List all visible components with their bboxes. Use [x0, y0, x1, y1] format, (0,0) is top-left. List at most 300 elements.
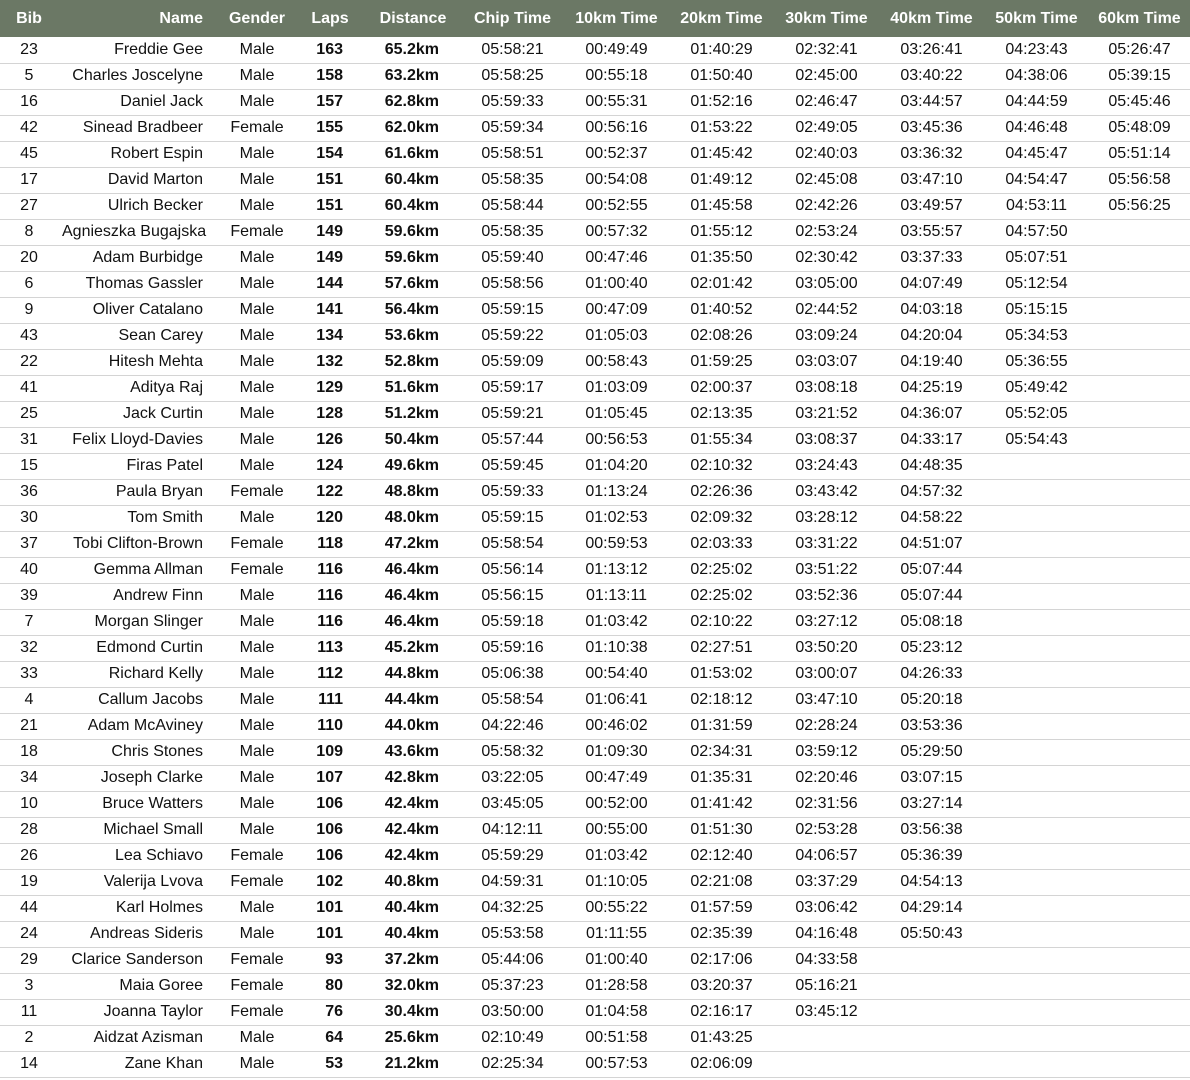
cell-gender: Male — [219, 791, 295, 817]
cell-chip-time: 05:59:21 — [461, 401, 564, 427]
cell-10km-time: 01:13:11 — [564, 583, 669, 609]
cell-name: Oliver Catalano — [58, 297, 219, 323]
cell-name: Morgan Slinger — [58, 609, 219, 635]
cell-30km-time: 02:53:24 — [774, 219, 879, 245]
cell-name: Aditya Raj — [58, 375, 219, 401]
cell-20km-time: 02:16:17 — [669, 999, 774, 1025]
cell-bib: 7 — [0, 609, 58, 635]
cell-bib: 6 — [0, 271, 58, 297]
cell-20km-time: 01:55:12 — [669, 219, 774, 245]
cell-30km-time: 04:16:48 — [774, 921, 879, 947]
table-row[interactable] — [0, 375, 1190, 401]
table-row[interactable] — [0, 323, 1190, 349]
cell-50km-time — [984, 557, 1089, 583]
cell-chip-time: 05:59:45 — [461, 453, 564, 479]
cell-30km-time — [774, 1025, 879, 1051]
cell-laps: 155 — [295, 115, 365, 141]
cell-20km-time: 02:17:06 — [669, 947, 774, 973]
table-body — [0, 37, 1190, 1077]
cell-40km-time: 04:20:04 — [879, 323, 984, 349]
table-row[interactable] — [0, 583, 1190, 609]
cell-laps: 111 — [295, 687, 365, 713]
cell-gender: Male — [219, 167, 295, 193]
cell-30km-time: 03:08:18 — [774, 375, 879, 401]
header-30km-time[interactable]: 30km Time — [774, 0, 879, 37]
cell-name: Zane Khan — [58, 1051, 219, 1077]
cell-distance: 46.4km — [365, 583, 461, 609]
cell-40km-time: 05:07:44 — [879, 557, 984, 583]
cell-chip-time: 05:59:15 — [461, 505, 564, 531]
cell-10km-time: 00:58:43 — [564, 349, 669, 375]
cell-bib: 22 — [0, 349, 58, 375]
cell-60km-time — [1089, 557, 1190, 583]
cell-30km-time: 03:59:12 — [774, 739, 879, 765]
table-row[interactable] — [0, 739, 1190, 765]
table-row[interactable] — [0, 1025, 1190, 1051]
cell-chip-time: 05:58:35 — [461, 219, 564, 245]
table-header — [0, 0, 1190, 37]
cell-60km-time — [1089, 687, 1190, 713]
cell-distance: 25.6km — [365, 1025, 461, 1051]
cell-20km-time: 02:03:33 — [669, 531, 774, 557]
cell-30km-time: 03:05:00 — [774, 271, 879, 297]
cell-60km-time — [1089, 297, 1190, 323]
cell-30km-time: 03:00:07 — [774, 661, 879, 687]
cell-chip-time: 02:25:34 — [461, 1051, 564, 1077]
cell-bib: 32 — [0, 635, 58, 661]
cell-60km-time — [1089, 1051, 1190, 1077]
cell-chip-time: 04:12:11 — [461, 817, 564, 843]
table-row[interactable] — [0, 1051, 1190, 1077]
cell-10km-time: 01:03:42 — [564, 843, 669, 869]
table-row[interactable] — [0, 999, 1190, 1025]
cell-60km-time: 05:56:25 — [1089, 193, 1190, 219]
cell-gender: Male — [219, 141, 295, 167]
cell-laps: 101 — [295, 921, 365, 947]
cell-10km-time: 00:46:02 — [564, 713, 669, 739]
cell-name: Tom Smith — [58, 505, 219, 531]
cell-50km-time: 05:36:55 — [984, 349, 1089, 375]
table-row[interactable] — [0, 895, 1190, 921]
cell-name: Andrew Finn — [58, 583, 219, 609]
cell-distance: 30.4km — [365, 999, 461, 1025]
cell-chip-time: 03:45:05 — [461, 791, 564, 817]
cell-10km-time: 01:13:24 — [564, 479, 669, 505]
cell-name: Agnieszka Bugajska — [58, 219, 219, 245]
header-40km-time[interactable]: 40km Time — [879, 0, 984, 37]
cell-20km-time: 01:41:42 — [669, 791, 774, 817]
cell-60km-time — [1089, 791, 1190, 817]
table-row[interactable] — [0, 89, 1190, 115]
cell-name: Joanna Taylor — [58, 999, 219, 1025]
cell-laps: 107 — [295, 765, 365, 791]
cell-60km-time: 05:45:46 — [1089, 89, 1190, 115]
cell-gender: Male — [219, 609, 295, 635]
cell-10km-time: 01:04:58 — [564, 999, 669, 1025]
cell-50km-time: 04:53:11 — [984, 193, 1089, 219]
cell-laps: 157 — [295, 89, 365, 115]
cell-40km-time — [879, 1025, 984, 1051]
cell-10km-time: 00:54:08 — [564, 167, 669, 193]
cell-chip-time: 04:59:31 — [461, 869, 564, 895]
table-row[interactable] — [0, 167, 1190, 193]
cell-chip-time: 05:37:23 — [461, 973, 564, 999]
cell-30km-time: 02:45:00 — [774, 63, 879, 89]
cell-10km-time: 01:10:05 — [564, 869, 669, 895]
cell-gender: Male — [219, 375, 295, 401]
cell-name: Gemma Allman — [58, 557, 219, 583]
cell-laps: 149 — [295, 245, 365, 271]
cell-bib: 36 — [0, 479, 58, 505]
header-60km-time[interactable]: 60km Time — [1089, 0, 1190, 37]
cell-distance: 21.2km — [365, 1051, 461, 1077]
cell-bib: 33 — [0, 661, 58, 687]
cell-60km-time — [1089, 479, 1190, 505]
cell-gender: Female — [219, 947, 295, 973]
table-row[interactable] — [0, 479, 1190, 505]
cell-name: Sinead Bradbeer — [58, 115, 219, 141]
cell-30km-time: 02:53:28 — [774, 817, 879, 843]
cell-30km-time: 03:06:42 — [774, 895, 879, 921]
cell-40km-time: 04:58:22 — [879, 505, 984, 531]
cell-30km-time: 03:24:43 — [774, 453, 879, 479]
cell-bib: 11 — [0, 999, 58, 1025]
cell-name: Jack Curtin — [58, 401, 219, 427]
cell-20km-time: 01:51:30 — [669, 817, 774, 843]
cell-distance: 49.6km — [365, 453, 461, 479]
cell-laps: 113 — [295, 635, 365, 661]
cell-distance: 40.4km — [365, 895, 461, 921]
cell-distance: 40.8km — [365, 869, 461, 895]
header-10km-time[interactable]: 10km Time — [564, 0, 669, 37]
cell-20km-time: 02:25:02 — [669, 557, 774, 583]
cell-chip-time: 05:58:54 — [461, 531, 564, 557]
cell-name: Richard Kelly — [58, 661, 219, 687]
cell-10km-time: 01:00:40 — [564, 947, 669, 973]
cell-40km-time: 03:37:33 — [879, 245, 984, 271]
cell-40km-time — [879, 947, 984, 973]
cell-name: David Marton — [58, 167, 219, 193]
table-row[interactable] — [0, 193, 1190, 219]
cell-30km-time: 04:06:57 — [774, 843, 879, 869]
cell-chip-time: 04:22:46 — [461, 713, 564, 739]
cell-bib: 30 — [0, 505, 58, 531]
cell-distance: 42.4km — [365, 817, 461, 843]
table-row[interactable] — [0, 505, 1190, 531]
cell-50km-time — [984, 765, 1089, 791]
cell-40km-time: 04:07:49 — [879, 271, 984, 297]
cell-gender: Male — [219, 349, 295, 375]
cell-50km-time: 05:34:53 — [984, 323, 1089, 349]
cell-name: Lea Schiavo — [58, 843, 219, 869]
cell-30km-time: 03:28:12 — [774, 505, 879, 531]
cell-chip-time: 05:59:17 — [461, 375, 564, 401]
cell-bib: 9 — [0, 297, 58, 323]
cell-20km-time: 01:45:42 — [669, 141, 774, 167]
cell-30km-time: 02:31:56 — [774, 791, 879, 817]
cell-50km-time — [984, 843, 1089, 869]
cell-gender: Male — [219, 895, 295, 921]
cell-60km-time — [1089, 245, 1190, 271]
table-row[interactable] — [0, 817, 1190, 843]
cell-chip-time: 05:57:44 — [461, 427, 564, 453]
cell-name: Charles Joscelyne — [58, 63, 219, 89]
cell-bib: 41 — [0, 375, 58, 401]
table-row[interactable] — [0, 687, 1190, 713]
cell-laps: 154 — [295, 141, 365, 167]
cell-gender: Male — [219, 661, 295, 687]
cell-30km-time: 03:52:36 — [774, 583, 879, 609]
cell-laps: 93 — [295, 947, 365, 973]
cell-distance: 56.4km — [365, 297, 461, 323]
table-row[interactable] — [0, 401, 1190, 427]
table-row[interactable] — [0, 245, 1190, 271]
cell-50km-time: 04:44:59 — [984, 89, 1089, 115]
cell-laps: 118 — [295, 531, 365, 557]
cell-50km-time — [984, 453, 1089, 479]
table-row[interactable] — [0, 297, 1190, 323]
cell-40km-time: 04:25:19 — [879, 375, 984, 401]
cell-gender: Male — [219, 583, 295, 609]
table-row[interactable] — [0, 115, 1190, 141]
cell-40km-time: 04:51:07 — [879, 531, 984, 557]
cell-60km-time — [1089, 349, 1190, 375]
cell-distance: 59.6km — [365, 245, 461, 271]
cell-gender: Female — [219, 973, 295, 999]
cell-gender: Male — [219, 427, 295, 453]
cell-60km-time — [1089, 531, 1190, 557]
table-row[interactable] — [0, 843, 1190, 869]
cell-40km-time: 03:40:22 — [879, 63, 984, 89]
cell-30km-time: 02:42:26 — [774, 193, 879, 219]
table-row[interactable] — [0, 63, 1190, 89]
cell-bib: 19 — [0, 869, 58, 895]
cell-20km-time: 02:25:02 — [669, 583, 774, 609]
cell-gender: Male — [219, 89, 295, 115]
cell-10km-time: 01:00:40 — [564, 271, 669, 297]
header-bib[interactable]: Bib — [0, 0, 58, 37]
cell-bib: 45 — [0, 141, 58, 167]
cell-30km-time — [774, 1051, 879, 1077]
cell-40km-time: 05:29:50 — [879, 739, 984, 765]
cell-distance: 51.6km — [365, 375, 461, 401]
cell-name: Adam McAviney — [58, 713, 219, 739]
cell-20km-time: 02:10:32 — [669, 453, 774, 479]
table-row[interactable] — [0, 37, 1190, 63]
cell-20km-time: 01:59:25 — [669, 349, 774, 375]
cell-50km-time: 05:54:43 — [984, 427, 1089, 453]
cell-10km-time: 01:06:41 — [564, 687, 669, 713]
cell-bib: 31 — [0, 427, 58, 453]
cell-distance: 43.6km — [365, 739, 461, 765]
cell-chip-time: 05:56:14 — [461, 557, 564, 583]
header-distance[interactable]: Distance — [365, 0, 461, 37]
cell-40km-time — [879, 973, 984, 999]
cell-20km-time: 01:53:02 — [669, 661, 774, 687]
cell-gender: Male — [219, 193, 295, 219]
table-row[interactable] — [0, 869, 1190, 895]
cell-10km-time: 00:52:37 — [564, 141, 669, 167]
cell-30km-time: 03:03:07 — [774, 349, 879, 375]
table-row[interactable] — [0, 609, 1190, 635]
cell-chip-time: 05:59:33 — [461, 89, 564, 115]
cell-40km-time: 04:29:14 — [879, 895, 984, 921]
table-row[interactable] — [0, 349, 1190, 375]
cell-10km-time: 00:57:53 — [564, 1051, 669, 1077]
cell-50km-time: 05:15:15 — [984, 297, 1089, 323]
cell-30km-time: 03:45:12 — [774, 999, 879, 1025]
cell-50km-time: 04:23:43 — [984, 37, 1089, 63]
cell-60km-time: 05:48:09 — [1089, 115, 1190, 141]
cell-chip-time: 03:22:05 — [461, 765, 564, 791]
cell-name: Freddie Gee — [58, 37, 219, 63]
cell-20km-time: 01:49:12 — [669, 167, 774, 193]
cell-laps: 129 — [295, 375, 365, 401]
cell-40km-time: 05:36:39 — [879, 843, 984, 869]
cell-10km-time: 01:05:45 — [564, 401, 669, 427]
cell-20km-time: 03:20:37 — [669, 973, 774, 999]
cell-20km-time: 01:50:40 — [669, 63, 774, 89]
header-50km-time[interactable]: 50km Time — [984, 0, 1089, 37]
cell-name: Daniel Jack — [58, 89, 219, 115]
cell-40km-time: 04:33:17 — [879, 427, 984, 453]
cell-bib: 23 — [0, 37, 58, 63]
cell-60km-time — [1089, 869, 1190, 895]
table-row[interactable] — [0, 635, 1190, 661]
cell-bib: 16 — [0, 89, 58, 115]
cell-name: Aidzat Azisman — [58, 1025, 219, 1051]
cell-laps: 151 — [295, 167, 365, 193]
cell-chip-time: 05:59:34 — [461, 115, 564, 141]
cell-40km-time: 03:47:10 — [879, 167, 984, 193]
table-row[interactable] — [0, 921, 1190, 947]
cell-30km-time: 02:44:52 — [774, 297, 879, 323]
cell-gender: Female — [219, 843, 295, 869]
cell-bib: 21 — [0, 713, 58, 739]
cell-30km-time: 03:08:37 — [774, 427, 879, 453]
table-row[interactable] — [0, 947, 1190, 973]
cell-40km-time: 03:26:41 — [879, 37, 984, 63]
table-row[interactable] — [0, 791, 1190, 817]
table-row[interactable] — [0, 713, 1190, 739]
cell-50km-time — [984, 687, 1089, 713]
cell-name: Firas Patel — [58, 453, 219, 479]
cell-name: Karl Holmes — [58, 895, 219, 921]
cell-gender: Male — [219, 817, 295, 843]
cell-60km-time — [1089, 765, 1190, 791]
cell-40km-time: 03:27:14 — [879, 791, 984, 817]
cell-60km-time: 05:26:47 — [1089, 37, 1190, 63]
cell-50km-time — [984, 921, 1089, 947]
table-row[interactable] — [0, 557, 1190, 583]
cell-laps: 106 — [295, 791, 365, 817]
cell-name: Paula Bryan — [58, 479, 219, 505]
cell-name: Bruce Watters — [58, 791, 219, 817]
cell-chip-time: 05:58:56 — [461, 271, 564, 297]
cell-50km-time — [984, 635, 1089, 661]
cell-50km-time: 04:54:47 — [984, 167, 1089, 193]
table-row[interactable] — [0, 271, 1190, 297]
header-name[interactable]: Name — [58, 0, 219, 37]
cell-60km-time — [1089, 843, 1190, 869]
cell-50km-time — [984, 973, 1089, 999]
cell-30km-time: 02:30:42 — [774, 245, 879, 271]
cell-laps: 76 — [295, 999, 365, 1025]
table-row[interactable] — [0, 427, 1190, 453]
cell-10km-time: 00:47:09 — [564, 297, 669, 323]
cell-40km-time: 03:07:15 — [879, 765, 984, 791]
cell-laps: 102 — [295, 869, 365, 895]
cell-chip-time: 02:10:49 — [461, 1025, 564, 1051]
cell-20km-time: 01:35:31 — [669, 765, 774, 791]
cell-chip-time: 05:44:06 — [461, 947, 564, 973]
table-row[interactable] — [0, 661, 1190, 687]
cell-60km-time — [1089, 739, 1190, 765]
table-row[interactable] — [0, 141, 1190, 167]
cell-20km-time: 01:43:25 — [669, 1025, 774, 1051]
cell-40km-time: 05:08:18 — [879, 609, 984, 635]
cell-20km-time: 02:35:39 — [669, 921, 774, 947]
cell-20km-time: 02:08:26 — [669, 323, 774, 349]
table-row[interactable] — [0, 765, 1190, 791]
cell-40km-time: 05:23:12 — [879, 635, 984, 661]
table-row[interactable] — [0, 531, 1190, 557]
header-20km-time[interactable]: 20km Time — [669, 0, 774, 37]
cell-20km-time: 01:40:52 — [669, 297, 774, 323]
cell-gender: Male — [219, 635, 295, 661]
cell-60km-time — [1089, 1025, 1190, 1051]
cell-gender: Female — [219, 557, 295, 583]
cell-20km-time: 02:13:35 — [669, 401, 774, 427]
cell-40km-time: 04:48:35 — [879, 453, 984, 479]
cell-20km-time: 02:09:32 — [669, 505, 774, 531]
cell-30km-time: 03:50:20 — [774, 635, 879, 661]
header-laps[interactable]: Laps — [295, 0, 365, 37]
cell-distance: 48.0km — [365, 505, 461, 531]
cell-10km-time: 01:05:03 — [564, 323, 669, 349]
table-row[interactable] — [0, 453, 1190, 479]
cell-60km-time — [1089, 713, 1190, 739]
table-row[interactable] — [0, 219, 1190, 245]
cell-gender: Male — [219, 401, 295, 427]
cell-bib: 24 — [0, 921, 58, 947]
cell-10km-time: 00:52:55 — [564, 193, 669, 219]
cell-distance: 42.8km — [365, 765, 461, 791]
cell-name: Callum Jacobs — [58, 687, 219, 713]
cell-50km-time: 04:38:06 — [984, 63, 1089, 89]
cell-bib: 39 — [0, 583, 58, 609]
cell-20km-time: 01:57:59 — [669, 895, 774, 921]
cell-50km-time: 05:12:54 — [984, 271, 1089, 297]
cell-chip-time: 03:50:00 — [461, 999, 564, 1025]
cell-10km-time: 00:55:22 — [564, 895, 669, 921]
header-chip-time[interactable]: Chip Time — [461, 0, 564, 37]
cell-distance: 52.8km — [365, 349, 461, 375]
cell-gender: Female — [219, 479, 295, 505]
cell-laps: 149 — [295, 219, 365, 245]
cell-distance: 45.2km — [365, 635, 461, 661]
cell-bib: 4 — [0, 687, 58, 713]
cell-laps: 106 — [295, 817, 365, 843]
cell-bib: 5 — [0, 63, 58, 89]
cell-60km-time — [1089, 401, 1190, 427]
header-gender[interactable]: Gender — [219, 0, 295, 37]
cell-name: Joseph Clarke — [58, 765, 219, 791]
cell-laps: 158 — [295, 63, 365, 89]
cell-10km-time: 01:13:12 — [564, 557, 669, 583]
table-row[interactable] — [0, 973, 1190, 999]
cell-chip-time: 05:53:58 — [461, 921, 564, 947]
